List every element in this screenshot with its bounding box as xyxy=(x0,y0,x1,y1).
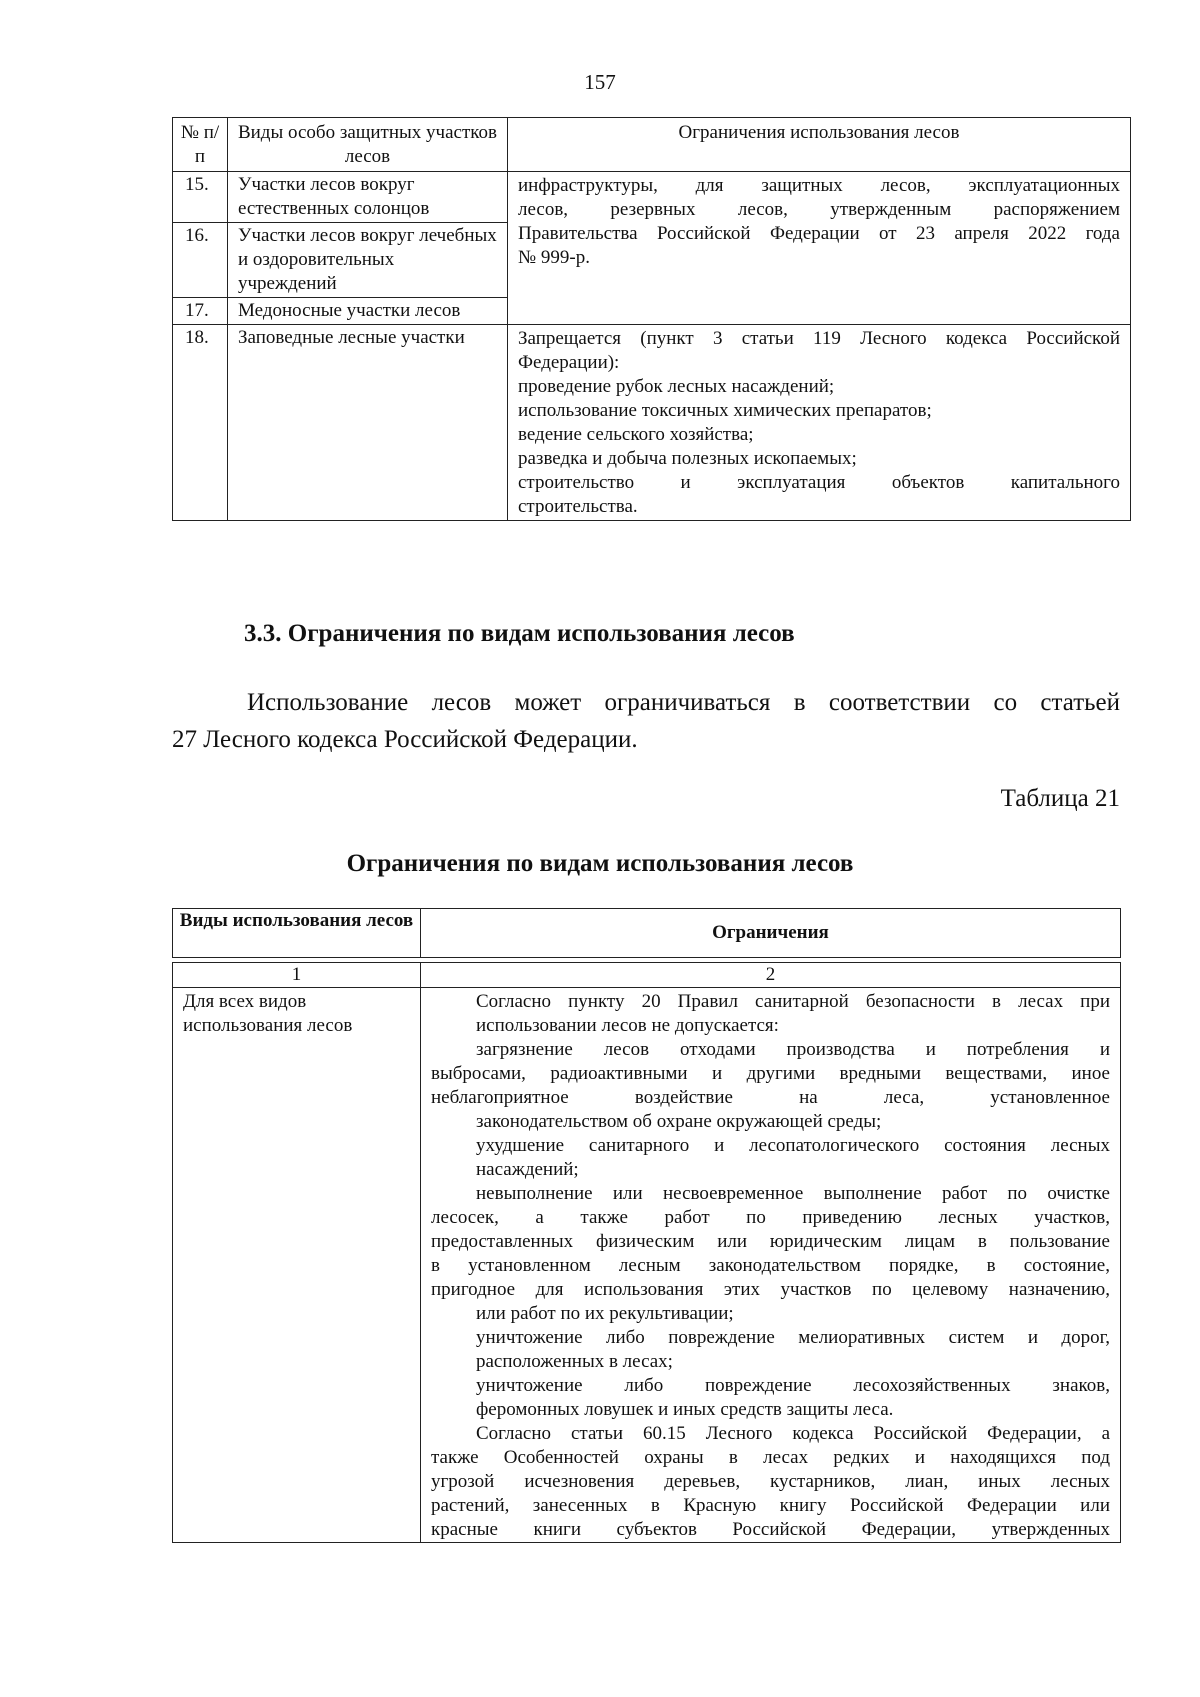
row-area-type: Участки лесов вокруг естественных солонцов xyxy=(228,172,508,223)
restriction-line: угрозой исчезновения деревьев, кустарников, лиан, иных лесных xyxy=(431,1471,1110,1492)
restriction-line: Согласно пункту 20 Правил санитарной безопасности в лесах при xyxy=(476,991,1110,1012)
row-area-type: Участки лесов вокруг лечебных и оздоровительных учреждений xyxy=(228,223,508,298)
restriction-line: разведка и добыча полезных ископаемых; xyxy=(518,448,857,469)
restriction-paragraph xyxy=(431,1182,1110,1326)
restriction-line: насаждений; xyxy=(476,1159,579,1180)
restriction-line: или работ по их рекультивации; xyxy=(476,1303,734,1324)
restriction-line: феромонных ловушек и иных средств защиты леса. xyxy=(476,1399,894,1420)
column-number: 2 xyxy=(421,963,1121,988)
restriction-line: уничтожение либо повреждение лесохозяйственных знаков, xyxy=(476,1375,1110,1396)
row-number: 17. xyxy=(173,298,228,325)
restriction-paragraph xyxy=(431,1374,1110,1422)
restriction-line: законодательством об охране окружающей среды; xyxy=(476,1111,882,1132)
restriction-line: уничтожение либо повреждение мелиоративных систем и дорог, xyxy=(476,1327,1110,1348)
row-area-type: Заповедные лесные участки xyxy=(228,325,508,521)
restriction-paragraph xyxy=(431,990,1110,1038)
restriction-line: строительства. xyxy=(518,496,638,517)
restriction-line: лесосек, а также работ по приведению лесных участков, xyxy=(431,1207,1110,1228)
table1-header-restrictions: Ограничения использования лесов xyxy=(508,118,1131,172)
restriction-line: № 999-р. xyxy=(518,247,590,268)
table1-header-row xyxy=(173,118,1131,172)
row-area-type: Медоносные участки лесов xyxy=(228,298,508,325)
restriction-paragraph xyxy=(431,1326,1110,1374)
restriction-line: красные книги субъектов Российской Федерации, утвержденных xyxy=(431,1519,1110,1540)
body-paragraph xyxy=(172,684,1120,758)
restriction-line: загрязнение лесов отходами производства и потребления и xyxy=(476,1039,1110,1060)
row-restrictions-text xyxy=(421,988,1121,1543)
restriction-line: предоставленных физическим или юридическим лицам в пользование xyxy=(431,1231,1110,1252)
usage-restrictions-table xyxy=(172,908,1121,1543)
restriction-line: использовании лесов не допускается: xyxy=(476,1015,779,1036)
table2-header-row xyxy=(173,909,1121,958)
restriction-paragraph xyxy=(431,1134,1110,1182)
row-number: 16. xyxy=(173,223,228,298)
row-restrictions xyxy=(508,325,1131,521)
restriction-line: растений, занесенных в Красную книгу Российской Федерации или xyxy=(431,1495,1110,1516)
column-numbers-row xyxy=(173,963,1121,988)
row-restrictions-merged xyxy=(508,172,1131,325)
restriction-line: Федерации): xyxy=(518,352,620,373)
table-label: Таблица 21 xyxy=(1000,785,1120,812)
restriction-line: лесов, резервных лесов, утвержденным распоряжением xyxy=(518,199,1120,220)
table-title: Ограничения по видам использования лесов xyxy=(346,850,854,877)
table-row xyxy=(173,988,1121,1543)
paragraph-line: Использование лесов может ограничиваться в соответствии со статьей xyxy=(247,689,1120,716)
restriction-line: также Особенностей охраны в лесах редких и находящихся под xyxy=(431,1447,1110,1468)
page-number: 157 xyxy=(584,70,616,94)
restriction-line: неблагоприятное воздействие на леса, установленное xyxy=(431,1087,1110,1108)
restriction-line: Согласно статьи 60.15 Лесного кодекса Российской Федерации, а xyxy=(476,1423,1110,1444)
restriction-line: ведение сельского хозяйства; xyxy=(518,424,754,445)
restriction-line: Правительства Российской Федерации от 23 апреля 2022 года xyxy=(518,223,1120,244)
table2-header-restrictions: Ограничения xyxy=(421,909,1121,958)
paragraph-line: 27 Лесного кодекса Российской Федерации. xyxy=(172,726,638,753)
table-row xyxy=(173,172,1131,223)
restriction-paragraph xyxy=(431,1038,1110,1134)
table2-header-usage-types: Виды использования лесов xyxy=(173,909,421,958)
restriction-line: выбросами, радиоактивными и другими вредными веществами, иное xyxy=(431,1063,1110,1084)
row-usage-type: Для всех видов использования лесов xyxy=(173,988,421,1543)
restriction-line: пригодное для использования этих участков по целевому назначению, xyxy=(431,1279,1110,1300)
restriction-line: ухудшение санитарного и лесопатологического состояния лесных xyxy=(476,1135,1110,1156)
restriction-line: в установленном лесным законодательством порядке, в состояние, xyxy=(431,1255,1110,1276)
restriction-line: невыполнение или несвоевременное выполнение работ по очистке xyxy=(476,1183,1110,1204)
restriction-line: строительство и эксплуатация объектов капитального xyxy=(518,472,1120,493)
restriction-paragraph xyxy=(431,1422,1110,1542)
restriction-line: Запрещается (пункт 3 статьи 119 Лесного кодекса Российской xyxy=(518,328,1120,349)
restriction-line: использование токсичных химических препаратов; xyxy=(518,400,932,421)
row-number: 15. xyxy=(173,172,228,223)
restriction-line: расположенных в лесах; xyxy=(476,1351,673,1372)
restriction-line: инфраструктуры, для защитных лесов, эксплуатационных xyxy=(518,175,1120,196)
table1-header-num: № п/п xyxy=(173,118,228,172)
column-number: 1 xyxy=(173,963,421,988)
table1-header-type: Виды особо защитных участков лесов xyxy=(228,118,508,172)
protective-areas-table xyxy=(172,117,1131,521)
table-row xyxy=(173,325,1131,521)
section-heading: 3.3. Ограничения по видам использования лесов xyxy=(244,620,795,647)
row-number: 18. xyxy=(173,325,228,521)
restriction-line: проведение рубок лесных насаждений; xyxy=(518,376,835,397)
